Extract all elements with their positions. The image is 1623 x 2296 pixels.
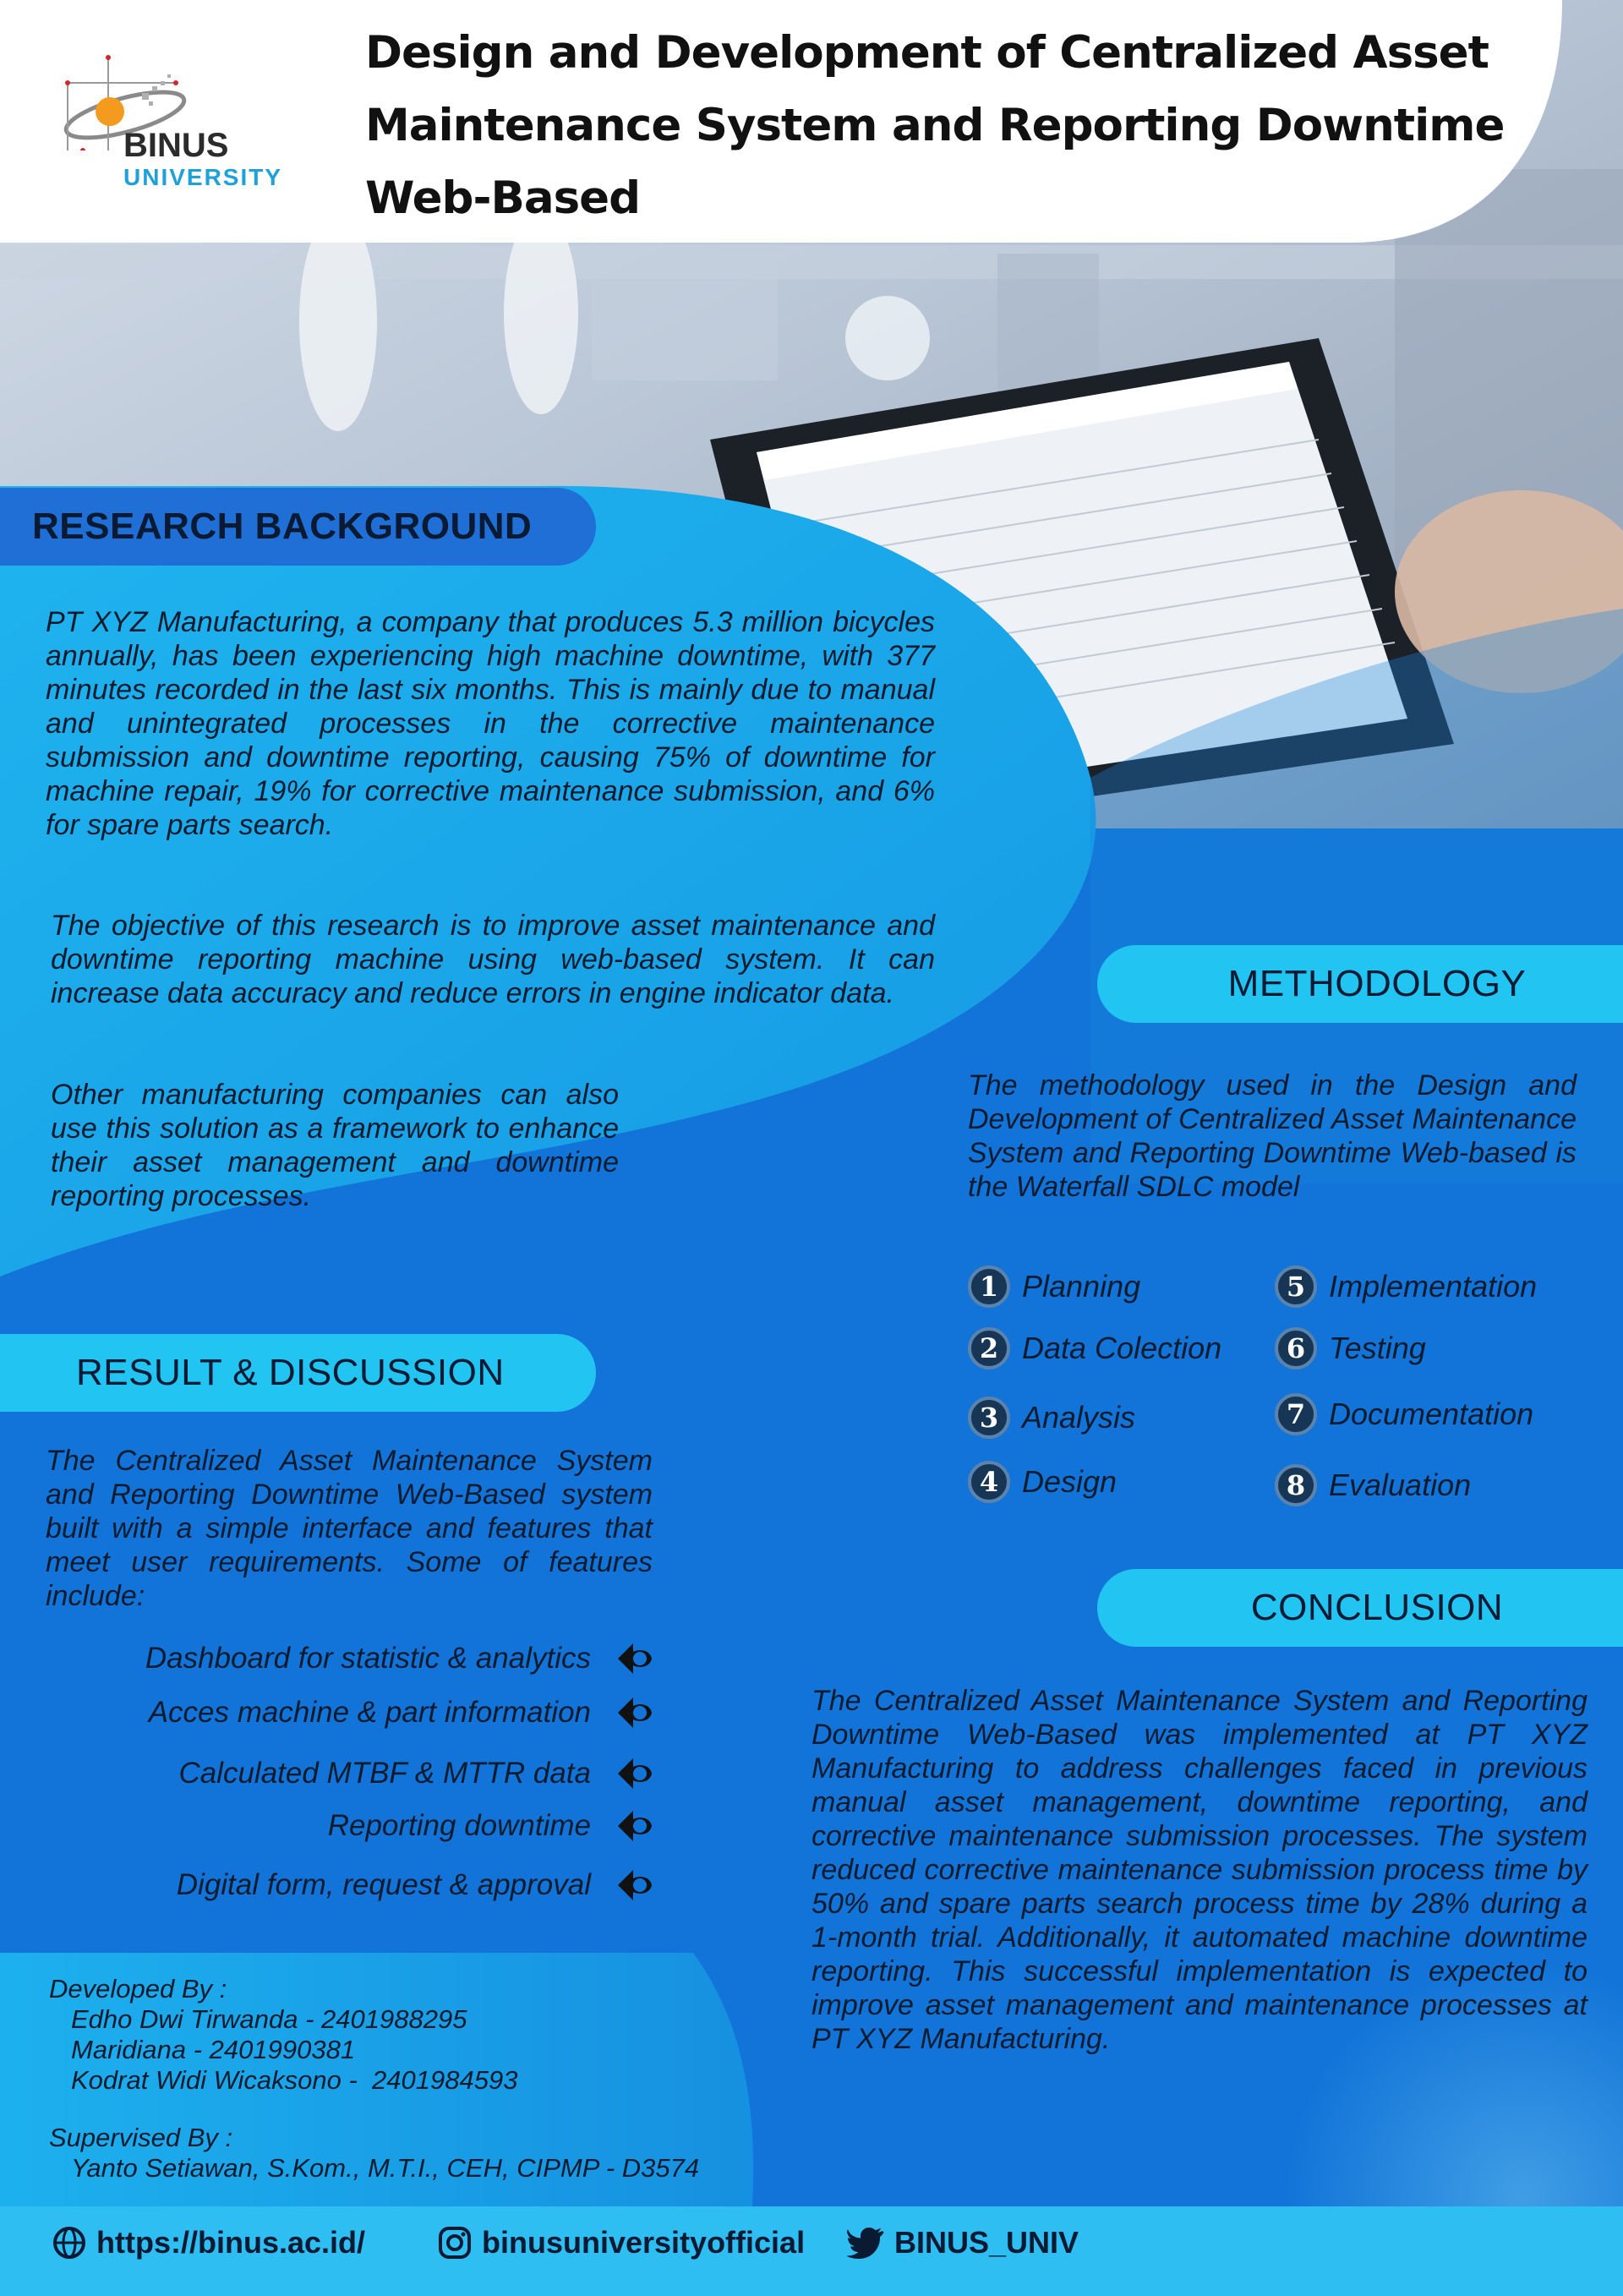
footer-instagram[interactable] [438, 2225, 805, 2260]
feature-item [149, 1694, 655, 1731]
conclusion-heading [1097, 1569, 1623, 1647]
twitter-icon [847, 2227, 884, 2259]
arrow-bullet-icon [615, 1694, 655, 1731]
step-number-badge: 5 [1275, 1266, 1317, 1308]
step-label: Testing [1329, 1331, 1426, 1365]
logo-brand: BINUS [123, 127, 229, 164]
developer-name: Maridiana - 2401990381 [71, 2035, 356, 2064]
supervised-by-label: Supervised By : [49, 2123, 233, 2152]
step-label: Data Colection [1022, 1331, 1222, 1365]
arrow-bullet-icon [615, 1807, 655, 1845]
binus-logo [49, 49, 294, 193]
step-label: Implementation [1329, 1269, 1538, 1304]
arrow-bullet-icon [615, 1640, 655, 1677]
supervisor-name: Yanto Setiawan, S.Kom., M.T.I., CEH, CIPMP - D3574 [71, 2153, 700, 2183]
methodology-step-6 [1275, 1327, 1426, 1369]
result-discussion-heading-text: RESULT & DISCUSSION [76, 1352, 505, 1393]
title-line-3: Web-Based [365, 172, 641, 224]
conclusion-text: The Centralized Asset Maintenance System and Reporting Downtime Web-Based was implemented at PT XYZ Manufacturing to address challenges faced in previous manual asset management, downtime reporting, and corrective maintenance submission processes. The system reduced corrective maintenance submission process time by 50% and spare parts search process time by 28% during a 1-month trial. Additionally, it automated machine downtime reporting. This successful implementation is expected to improve asset management and maintenance processes at PT XYZ Manufacturing. [812, 1685, 1587, 2055]
step-label: Evaluation [1329, 1468, 1472, 1502]
step-number-badge: 3 [968, 1397, 1010, 1439]
research-paragraph-2: The objective of this research is to improve asset maintenance and downtime reporting machine using web-based system. It can increase data accuracy and reduce errors in engine indicator data. [51, 910, 935, 1009]
page-title [365, 17, 1532, 235]
methodology-step-1 [968, 1266, 1140, 1308]
methodology-intro: The methodology used in the Design and Development of Centralized Asset Maintenance System and Reporting Downtime Web-based is the Waterfall SDLC model [968, 1069, 1577, 1203]
methodology-step-5 [1275, 1266, 1537, 1308]
feature-item [328, 1807, 655, 1845]
footer-website[interactable] [52, 2225, 365, 2260]
instagram-icon [438, 2226, 472, 2260]
step-number-badge: 7 [1275, 1393, 1317, 1435]
step-label: Documentation [1329, 1397, 1534, 1431]
feature-label: Digital form, request & approval [176, 1868, 591, 1901]
worker-figure [299, 211, 377, 431]
methodology-step-7 [1275, 1393, 1533, 1435]
methodology-heading-text: METHODOLOGY [1227, 963, 1527, 1004]
methodology-step-8 [1275, 1464, 1471, 1506]
logo-subtitle: UNIVERSITY [123, 164, 283, 190]
step-label: Design [1022, 1464, 1118, 1499]
feature-label: Reporting downtime [327, 1809, 591, 1842]
developed-by-label: Developed By : [49, 1974, 227, 2004]
methodology-heading [1097, 945, 1623, 1023]
website-link[interactable]: https://binus.ac.id/ [96, 2225, 366, 2260]
result-discussion-heading [0, 1334, 596, 1412]
step-number-badge: 1 [968, 1266, 1010, 1308]
conclusion-heading-text: CONCLUSION [1250, 1587, 1504, 1628]
footer-twitter[interactable] [847, 2225, 1079, 2260]
twitter-handle[interactable]: BINUS_UNIV [894, 2225, 1079, 2260]
arrow-bullet-icon [615, 1867, 655, 1904]
methodology-step-4 [968, 1461, 1117, 1503]
step-number-badge: 8 [1275, 1464, 1317, 1506]
feature-list [0, 1640, 655, 1927]
feature-item [177, 1867, 655, 1904]
research-background-heading-text: RESEARCH BACKGROUND [32, 506, 533, 547]
title-line-2: Maintenance System and Reporting Downtime [365, 100, 1505, 151]
research-paragraph-3: Other manufacturing companies can also use this solution as a framework to enhance their asset management and downtime reporting processes. [51, 1079, 619, 1212]
research-paragraph-1: PT XYZ Manufacturing, a company that produces 5.3 million bicycles annually, has been experiencing high machine downtime, with 377 minutes recorded in the last six months. This is mainly due to manual and unintegrated processes in the corrective maintenance submission and downtime reporting, causing 75% of downtime for machine repair, 19% for corrective maintenance submission, and 6% for spare parts search. [46, 606, 935, 841]
step-label: Analysis [1022, 1400, 1136, 1435]
feature-label: Acces machine & part information [148, 1696, 591, 1729]
methodology-step-3 [968, 1397, 1135, 1439]
arrow-bullet-icon [615, 1755, 655, 1792]
title-line-1: Design and Development of Centralized Asset [365, 27, 1489, 79]
step-label: Planning [1022, 1269, 1141, 1304]
developer-name: Edho Dwi Tirwanda - 2401988295 [71, 2004, 467, 2034]
feature-label: Calculated MTBF & MTTR data [178, 1757, 591, 1790]
result-intro: The Centralized Asset Maintenance System and Reporting Downtime Web-Based system built with a simple interface and features that meet user requirements. Some of features include: [46, 1445, 653, 1612]
globe-icon [52, 2226, 86, 2260]
methodology-step-2 [968, 1327, 1221, 1369]
developer-name: Kodrat Widi Wicaksono - 2401984593 [71, 2065, 518, 2095]
step-number-badge: 2 [968, 1327, 1010, 1369]
step-number-badge: 4 [968, 1461, 1010, 1503]
credits [49, 1974, 742, 2184]
feature-label: Dashboard for statistic & analytics [145, 1642, 591, 1675]
feature-item [145, 1640, 655, 1677]
worker-figure [845, 296, 930, 380]
step-number-badge: 6 [1275, 1327, 1317, 1369]
research-background-heading [0, 488, 596, 566]
feature-item [178, 1755, 655, 1792]
instagram-handle[interactable]: binusuniversityofficial [482, 2225, 806, 2260]
